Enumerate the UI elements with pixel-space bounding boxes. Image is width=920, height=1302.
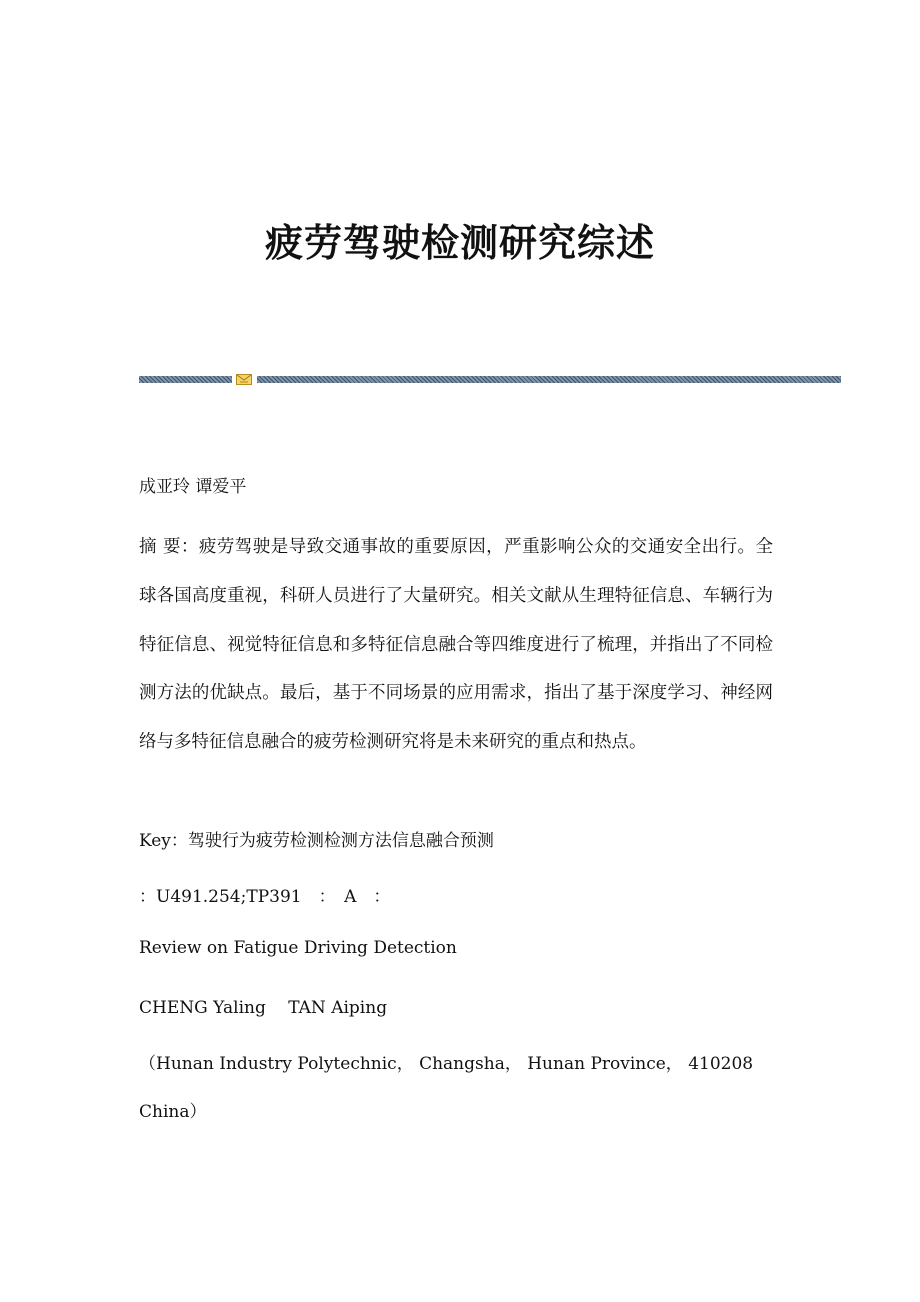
title-divider <box>139 374 841 384</box>
divider-bar-left <box>139 376 232 383</box>
english-title: Review on Fatigue Driving Detection <box>139 938 457 958</box>
paper-title: 疲劳驾驶检测研究综述 <box>264 220 655 265</box>
divider-bar-right <box>257 376 841 383</box>
authors-chinese: 成亚玲 谭爱平 <box>139 477 247 497</box>
classification-line: ：U491.254;TP391 ： A ： <box>139 887 391 907</box>
authors-english: CHENG Yaling TAN Aiping <box>139 998 388 1018</box>
abstract-paragraph: 摘 要：疲劳驾驶是导致交通事故的重要原因，严重影响公众的交通安全出行。全球各国高度重视，科研人员进行了大量研究。相关文献从生理特征信息、车辆行为特征信息、视觉特征信息和多特征信息融合等四维度进行了梳理，并指出了不同检测方法的优缺点。最后，基于不同场景的应用需求，指出了基于深度学习、神经网络与多特征信息融合的疲劳检测研究将是未来研究的重点和热点。 <box>139 537 773 753</box>
affiliation-line-2: China） <box>139 1102 207 1122</box>
keywords-line: Key：驾驶行为疲劳检测检测方法信息融合预测 <box>139 831 494 851</box>
affiliation-line-1: （Hunan Industry Polytechnic， Changsha， Hunan Province， 410208 <box>139 1054 754 1074</box>
divider-emblem-icon <box>236 374 252 385</box>
